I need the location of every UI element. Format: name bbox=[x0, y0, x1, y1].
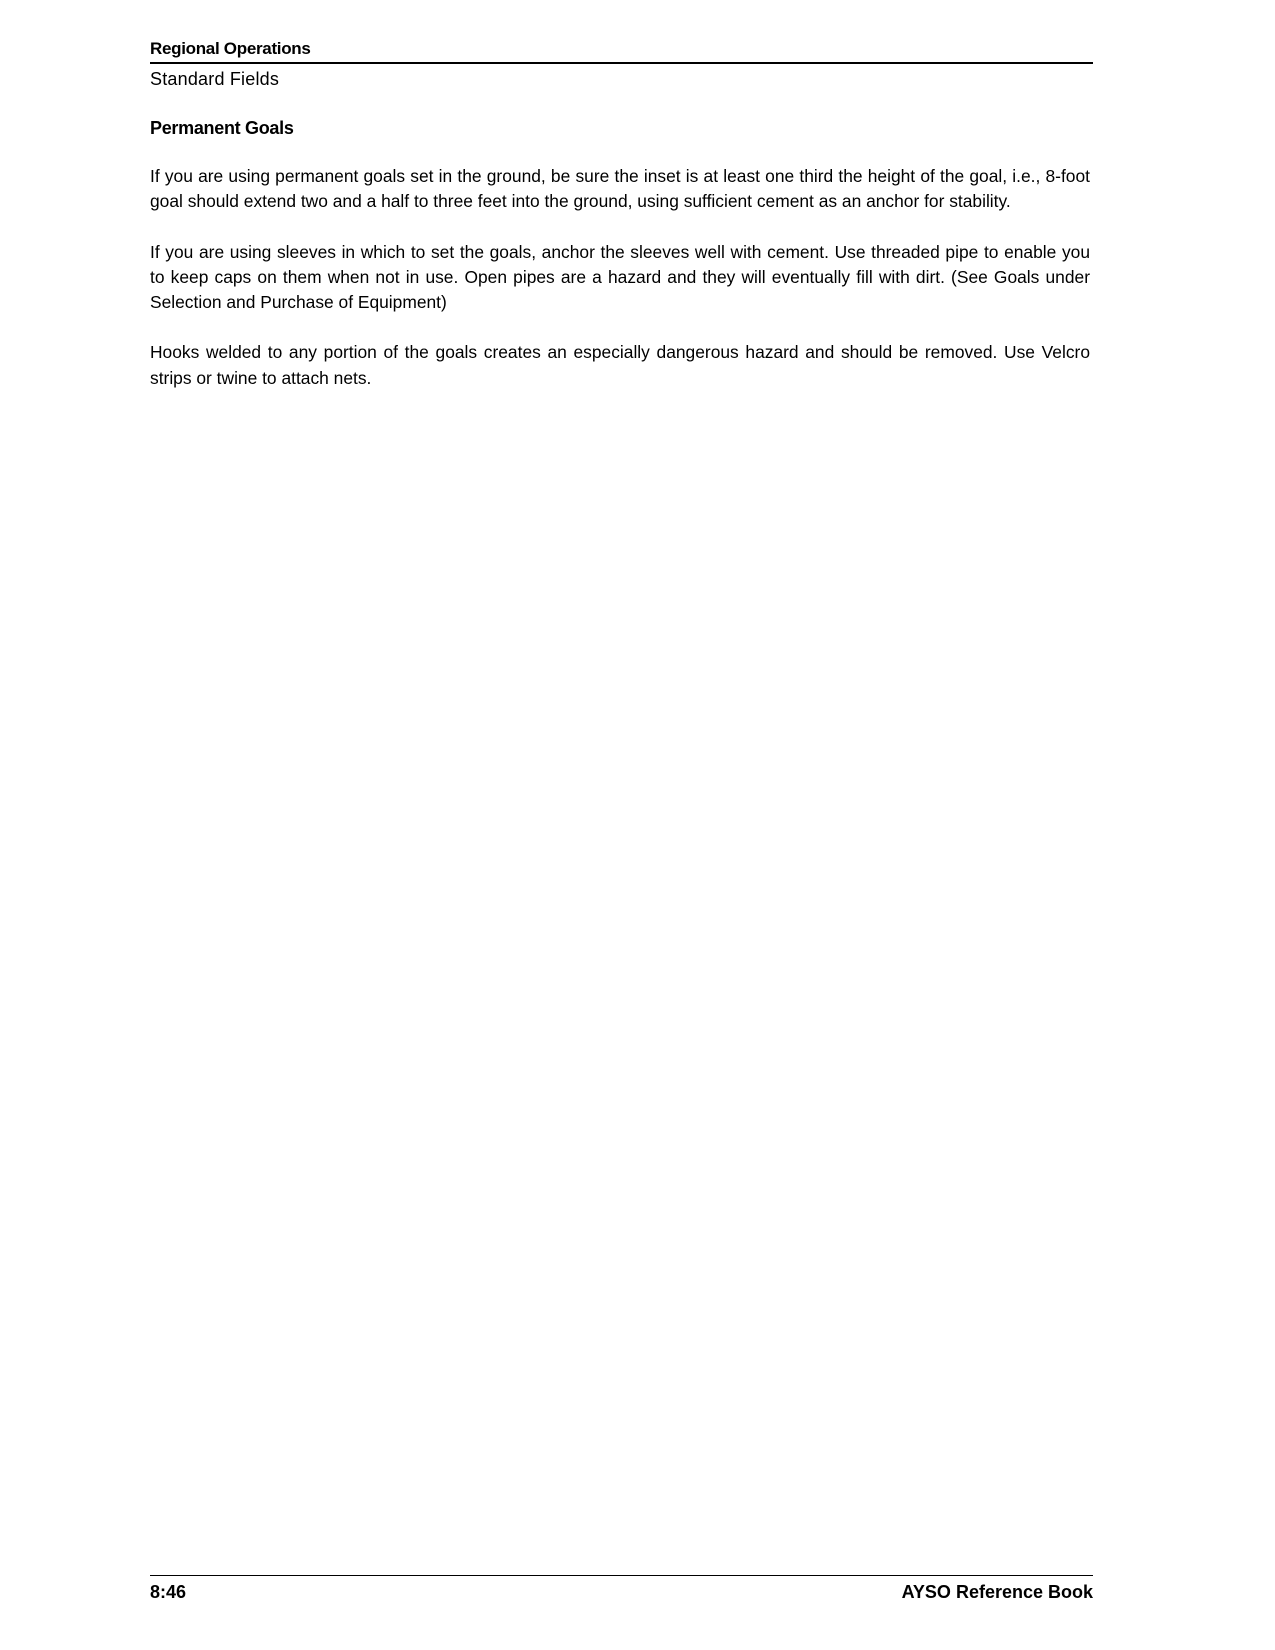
book-title: AYSO Reference Book bbox=[901, 1582, 1093, 1602]
paragraph: Hooks welded to any portion of the goals creates an especially dangerous hazard and should be removed. Use Velcro strips or twine to attach nets. bbox=[150, 342, 1090, 388]
page-content bbox=[150, 116, 1090, 416]
section-title: Standard Fields bbox=[150, 69, 280, 89]
chapter-title: Regional Operations bbox=[150, 38, 1093, 64]
paragraph: If you are using sleeves in which to set the goals, anchor the sleeves well with cement. Use threaded pipe to enable you to keep caps on them when not in use. Open pipes are a hazard and they will eventually fill with dirt. (See Goals under Selection and Purchase of Equipment) bbox=[150, 241, 1090, 313]
paragraph: If you are using permanent goals set in the ground, be sure the inset is at least one third the height of the goal, i.e., 8-foot goal should extend two and a half to three feet into the ground, using sufficient cement as an anchor for stability. bbox=[150, 166, 1090, 212]
page-number: 8:46 bbox=[150, 1582, 187, 1602]
section-heading: Permanent Goals bbox=[150, 118, 294, 138]
page-header bbox=[150, 38, 1093, 90]
page-footer bbox=[150, 1575, 1093, 1604]
